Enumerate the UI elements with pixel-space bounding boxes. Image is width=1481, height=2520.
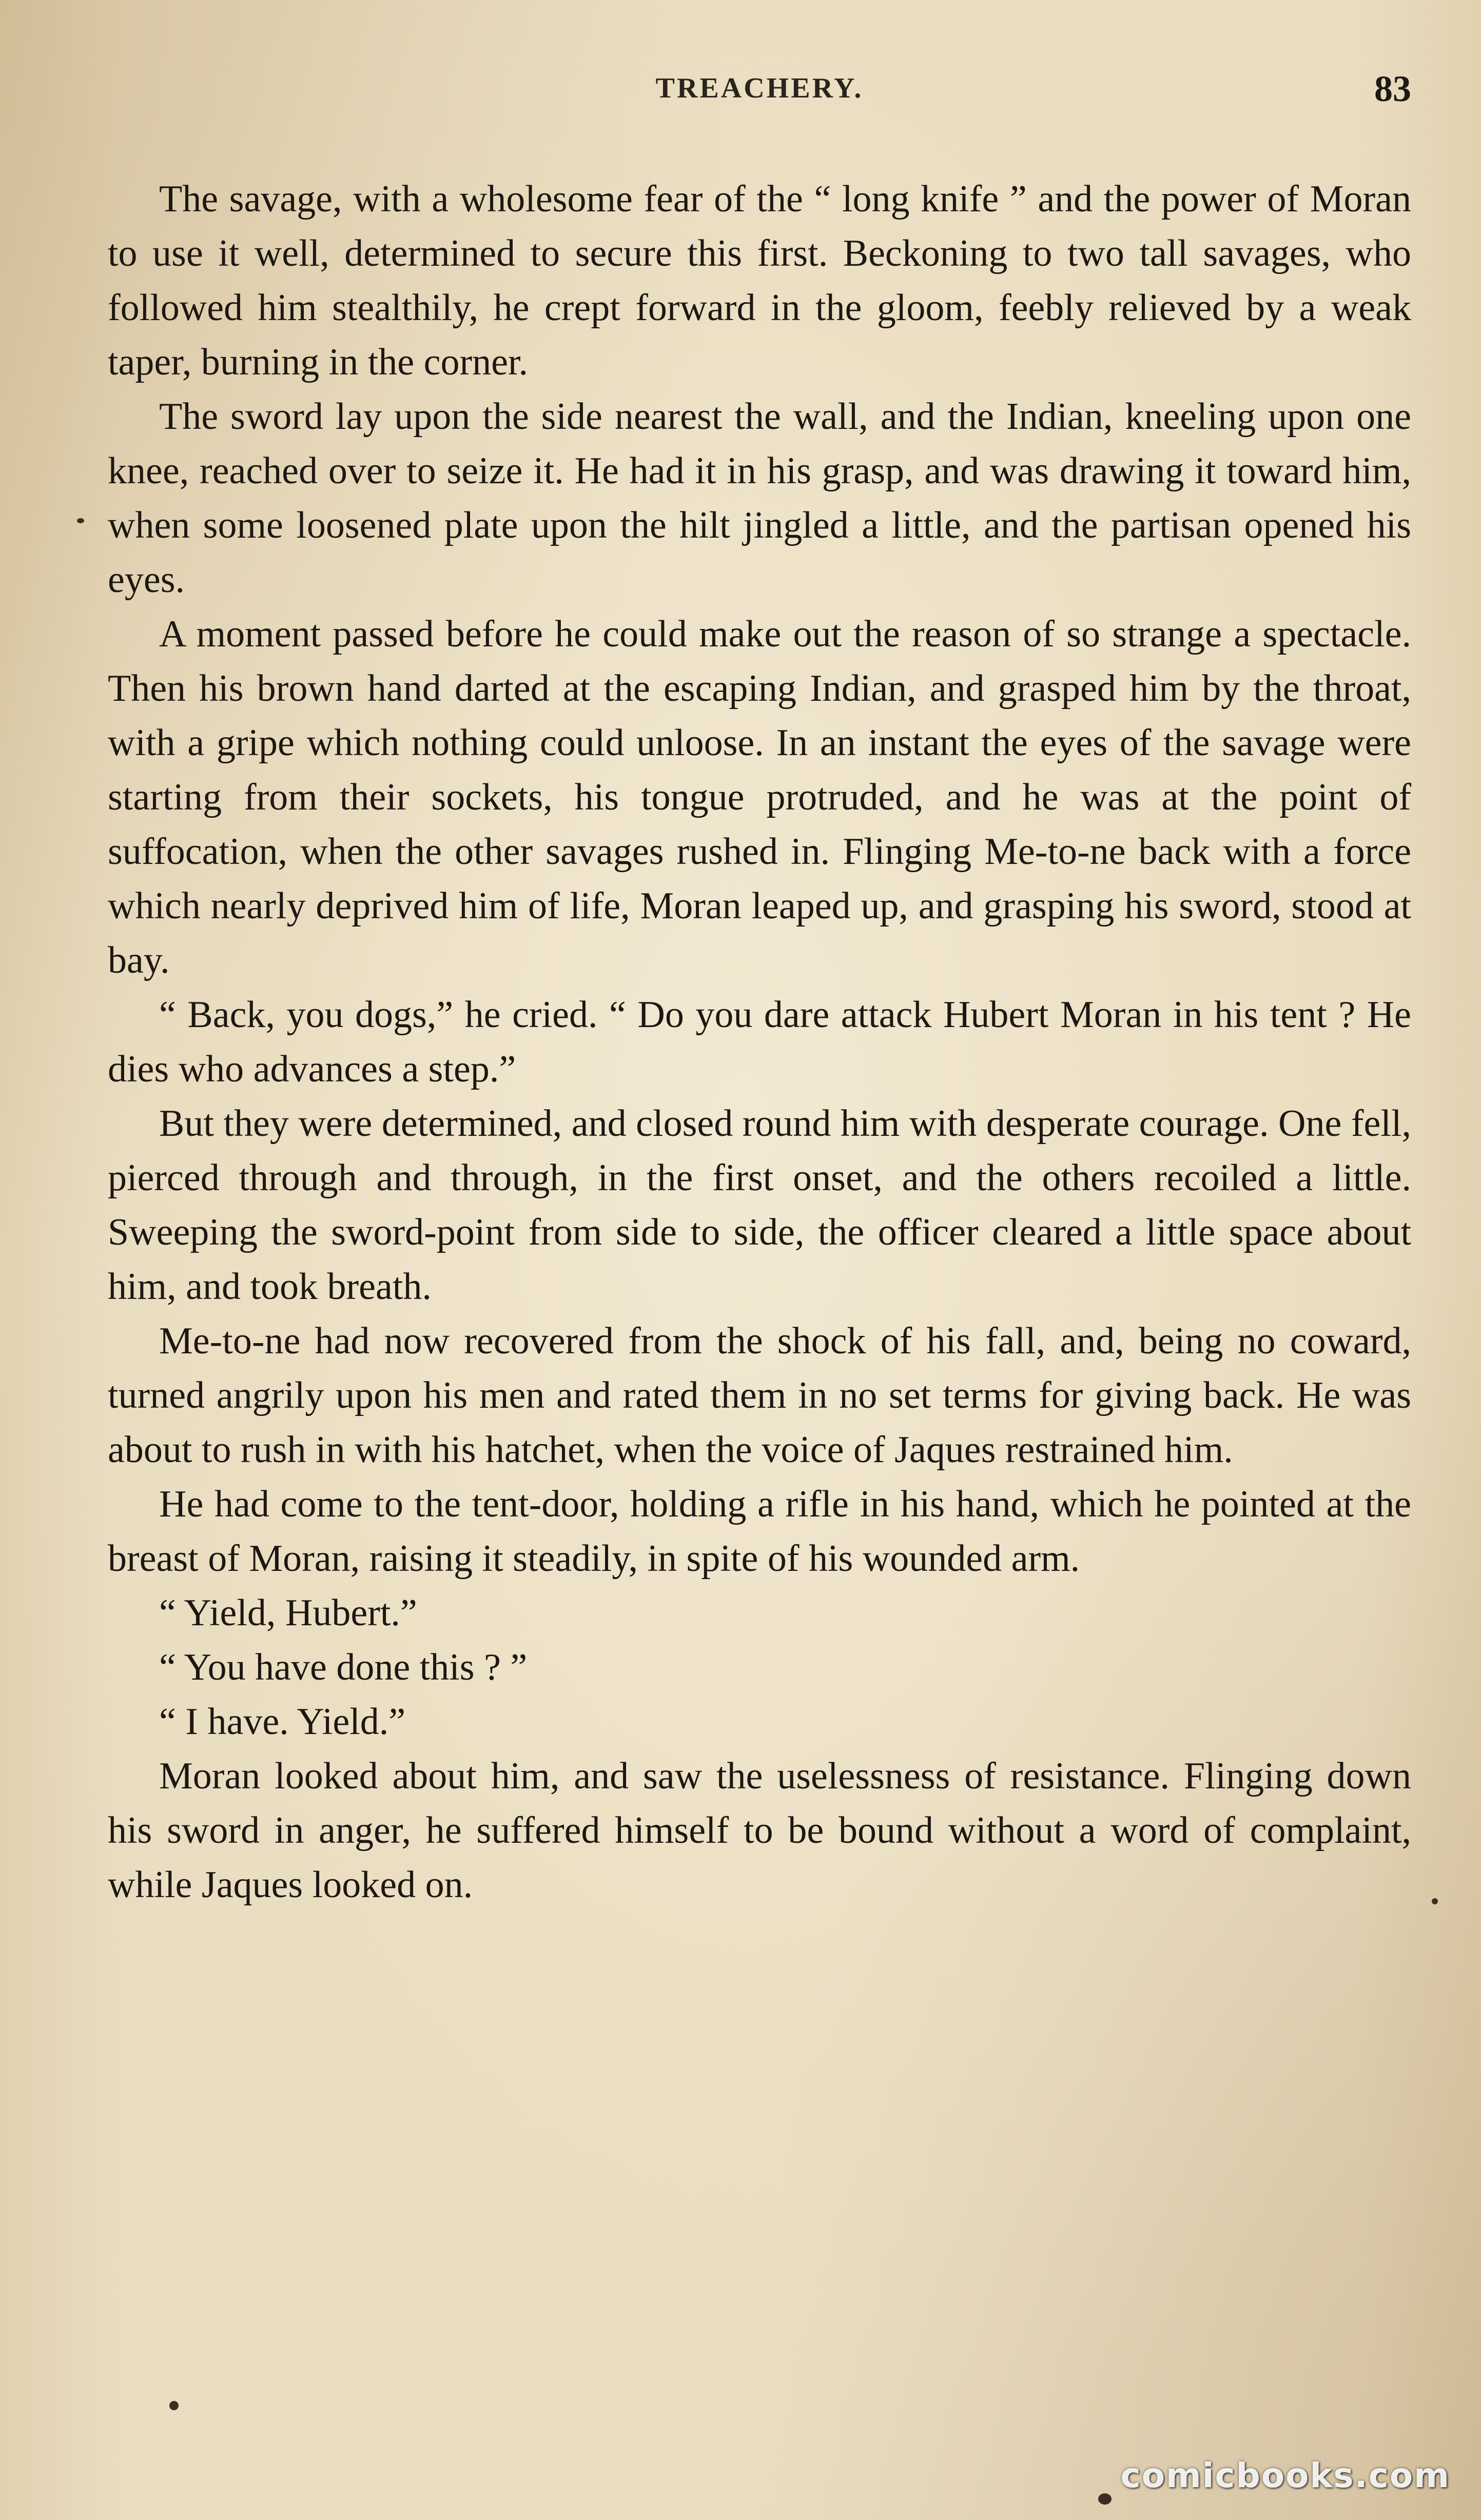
- paragraph: He had come to the tent-door, holding a rifle in his hand, which he pointed at the breast of Moran, raising it steadily, in spite of his wounded arm.: [108, 1483, 1411, 1580]
- ink-speck: [169, 2401, 179, 2410]
- paragraph: The savage, with a wholesome fear of the “ long knife ” and the power of Moran to use it well, determined to secure this first. Beckoning to two tall savages, who followed him stealthily, he crept forward in the gloom, feebly relieved by a weak taper, burning in the corner.: [108, 178, 1411, 383]
- paragraph: But they were determined, and closed round him with desperate courage. One fell, pierced through and through, in the first onset, and the others recoiled a little. Sweeping the sword-point from side to side, the officer cleared a little space about him, and took breath.: [108, 1102, 1411, 1308]
- ink-speck: [77, 518, 84, 523]
- ink-speck: [1432, 1898, 1438, 1904]
- paragraph: “ Back, you dogs,” he cried. “ Do you dare attack Hubert Moran in his tent ? He dies who advances a step.”: [108, 994, 1411, 1090]
- running-head: TREACHERY.: [655, 72, 864, 104]
- dialogue-line: “ Yield, Hubert.”: [159, 1592, 417, 1634]
- paragraph: A moment passed before he could make out the reason of so strange a spectacle. Then his brown hand darted at the escaping Indian, and grasped him by the throat, with a gripe which nothing could unloose. In an instant the eyes of the savage were starting from their sockets, his tongue protruded, and he was at the point of suffocation, when the other savages rushed in. Flinging Me-to-ne back with a force which nearly deprived him of life, Moran leaped up, and grasping his sword, stood at bay.: [108, 613, 1411, 981]
- paragraph: The sword lay upon the side nearest the wall, and the Indian, kneeling upon one knee, reached over to seize it. He had it in his grasp, and was drawing it toward him, when some loosened plate upon the hilt jingled a little, and the partisan opened his eyes.: [108, 396, 1411, 601]
- watermark: comicbooks.com: [1120, 2456, 1450, 2495]
- paragraph: Moran looked about him, and saw the uselessness of resistance. Flinging down his sword in anger, he suffered himself to be bound without a word of complaint, while Jaques looked on.: [108, 1755, 1411, 1906]
- paragraph: Me-to-ne had now recovered from the shock of his fall, and, being no coward, turned angrily upon his men and rated them in no set terms for giving back. He was about to rush in with his hatchet, when the voice of Jaques restrained him.: [108, 1320, 1411, 1471]
- dialogue-line: “ You have done this ? ”: [159, 1646, 528, 1688]
- body-text: [108, 172, 1411, 1912]
- page-header: [108, 68, 1411, 118]
- dialogue-line: “ I have. Yield.”: [159, 1701, 406, 1743]
- ink-speck: [1098, 2493, 1112, 2505]
- page-number: 83: [1374, 68, 1411, 109]
